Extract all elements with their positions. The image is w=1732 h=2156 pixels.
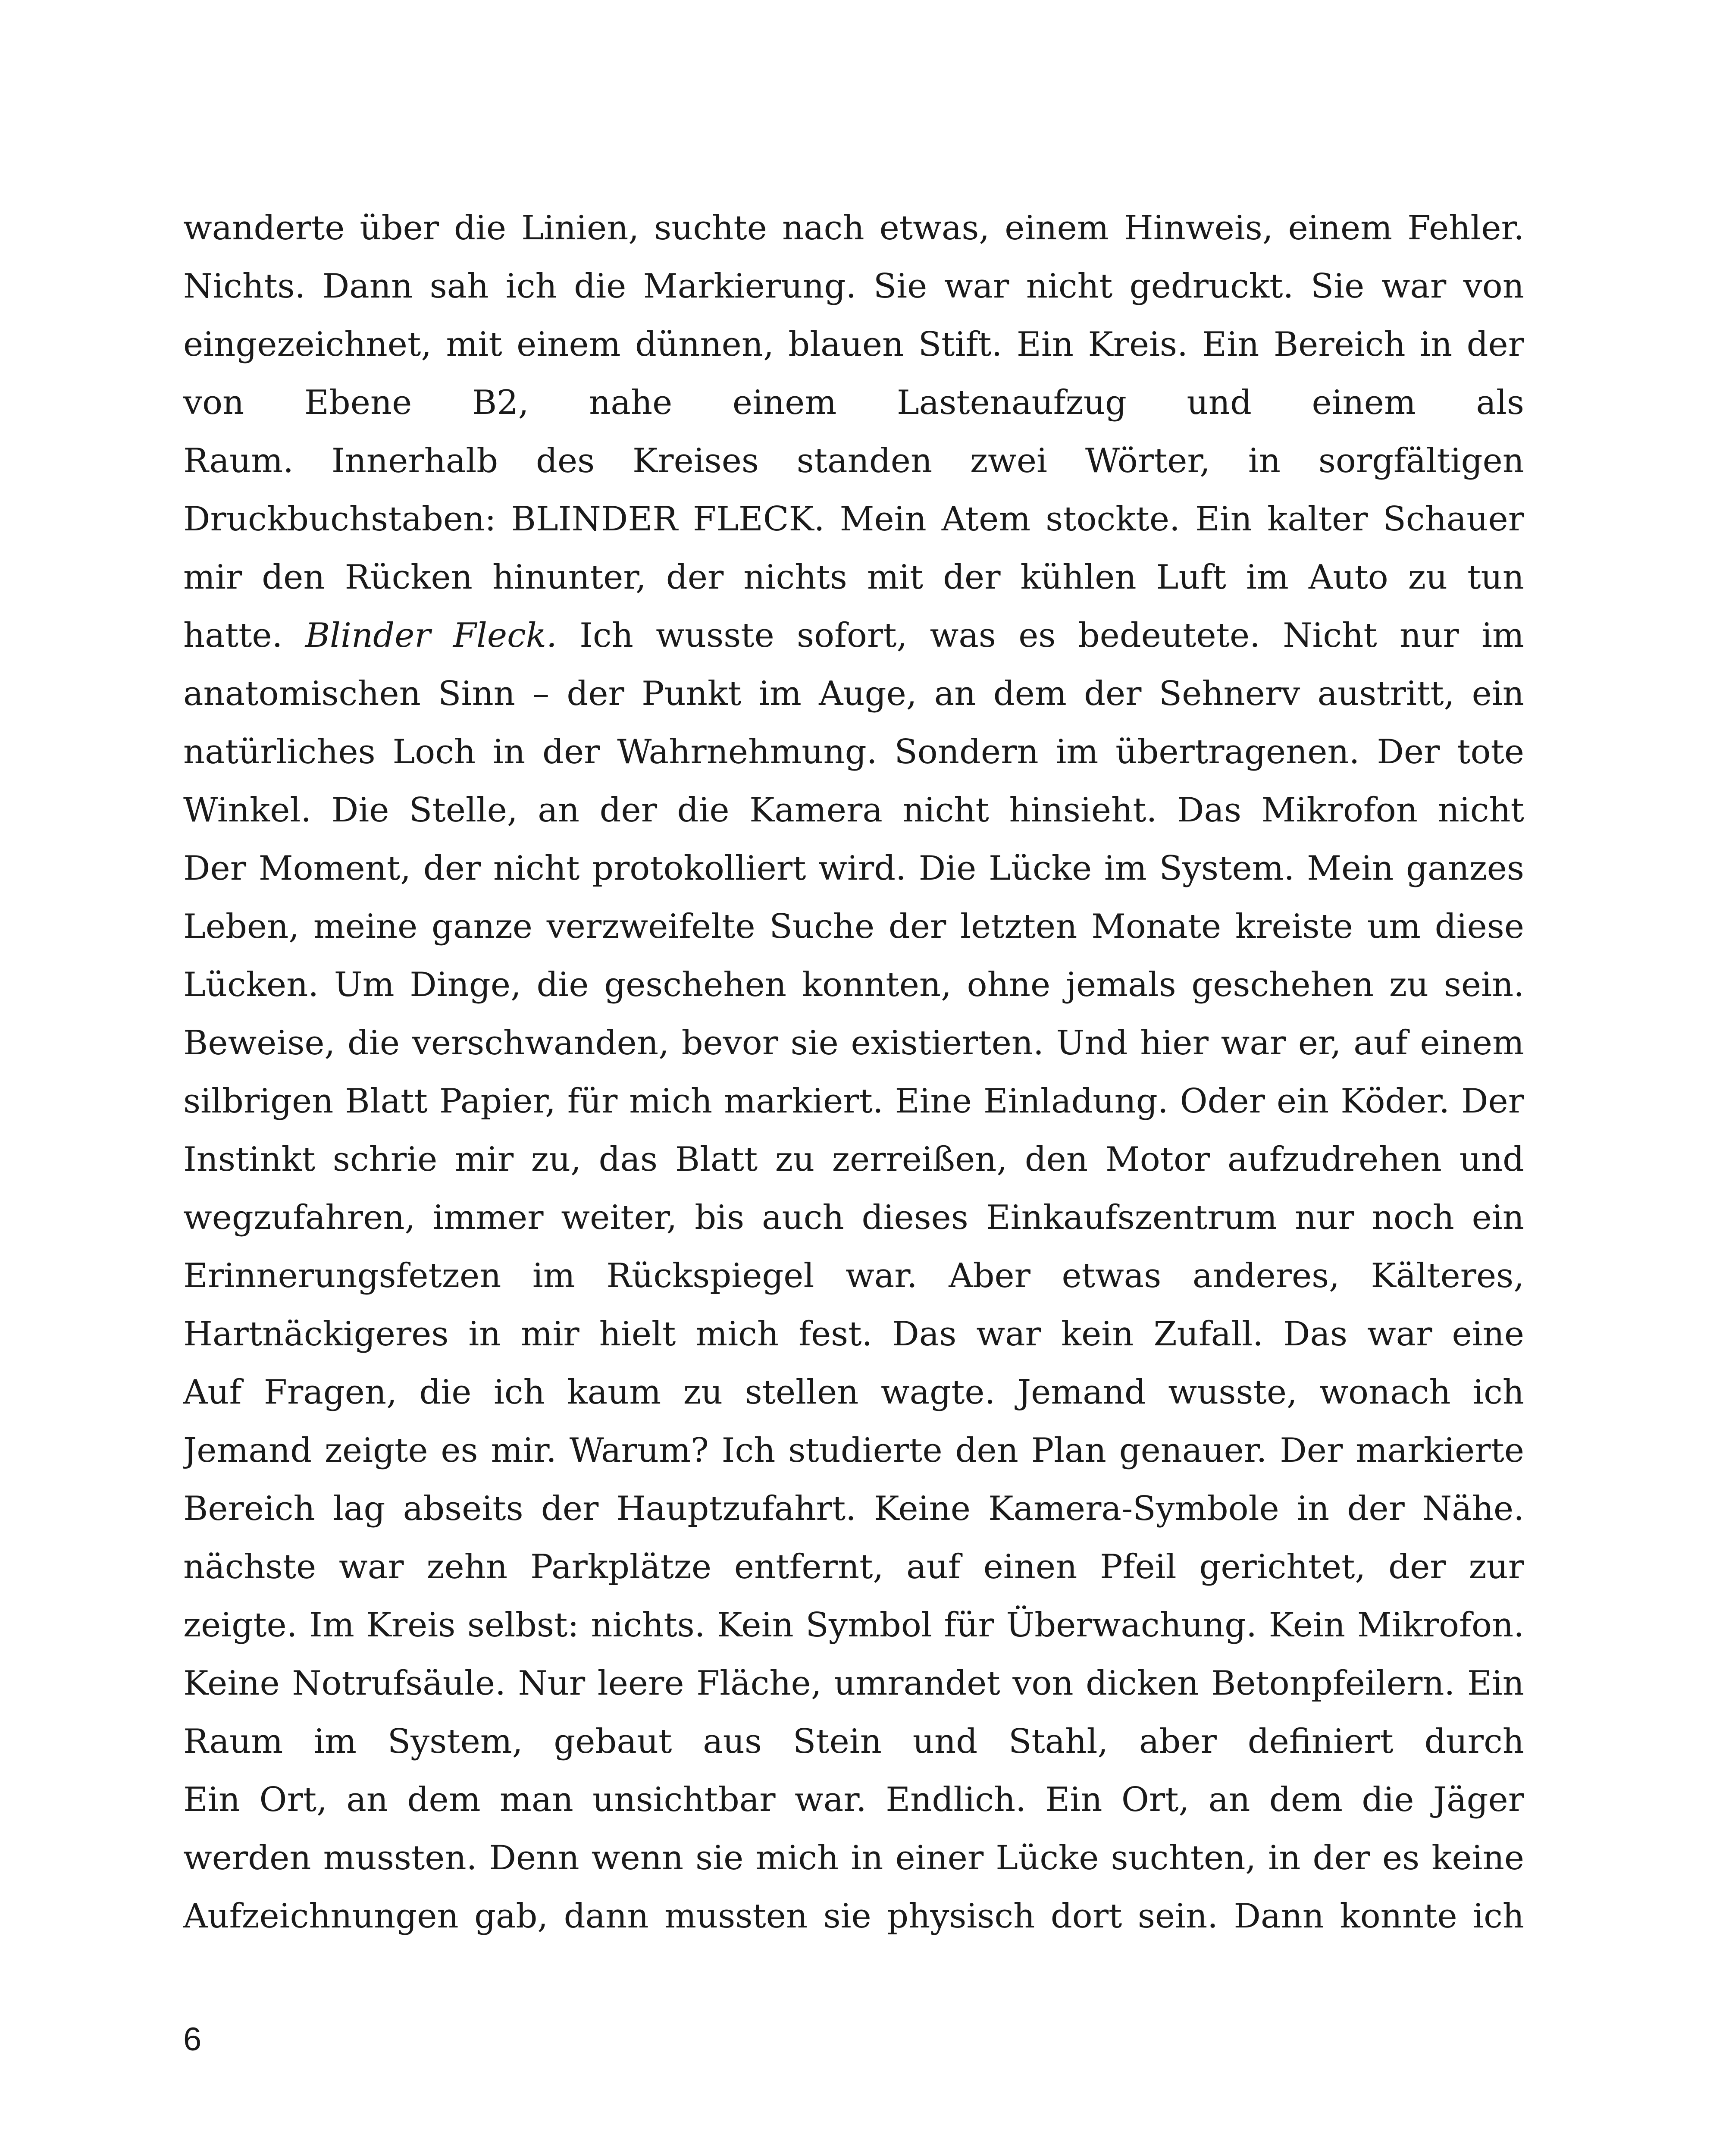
text-line: Nichts. Dann sah ich die Markierung. Sie war nicht gedruckt. Sie war von bbox=[183, 267, 1524, 306]
text-line: von Ebene B2, nahe einem Lastenaufzug und einem als bbox=[183, 383, 1524, 422]
text-line: Instinkt schrie mir zu, das Blatt zu zerreißen, den Motor aufzudrehen und bbox=[183, 1140, 1524, 1179]
text-line: Raum im System, gebaut aus Stein und Stahl, aber definiert durch bbox=[183, 1722, 1524, 1761]
text-line-with-italic bbox=[183, 607, 1524, 665]
text-line: Beweise, die verschwanden, bevor sie existierten. Und hier war er, auf einem bbox=[183, 1024, 1524, 1062]
body-text bbox=[183, 199, 1524, 1946]
text-line: Lücken. Um Dinge, die geschehen konnten, ohne jemals geschehen zu sein. bbox=[183, 965, 1524, 1004]
text-line: Keine Notrufsäule. Nur leere Fläche, umrandet von dicken Betonpfeilern. Ein bbox=[183, 1664, 1524, 1703]
text-line: werden mussten. Denn wenn sie mich in einer Lücke suchten, in der es keine bbox=[183, 1839, 1524, 1877]
page-number: 6 bbox=[183, 2021, 202, 2058]
text-line: nächste war zehn Parkplätze entfernt, auf einen Pfeil gerichtet, der zur bbox=[183, 1548, 1524, 1586]
text-line: Aufzeichnungen gab, dann mussten sie physisch dort sein. Dann konnte ich bbox=[183, 1897, 1524, 1936]
text-line: silbrigen Blatt Papier, für mich markiert. Eine Einladung. Oder ein Köder. Der bbox=[183, 1082, 1524, 1121]
text-line: Winkel. Die Stelle, an der die Kamera nicht hinsieht. Das Mikrofon nicht bbox=[183, 791, 1524, 830]
text-line: Auf Fragen, die ich kaum zu stellen wagte. Jemand wusste, wonach ich bbox=[183, 1373, 1524, 1412]
italic-phrase: Blinder Fleck. bbox=[305, 616, 557, 655]
text-line: Raum. Innerhalb des Kreises standen zwei Wörter, in sorgfältigen bbox=[183, 442, 1524, 480]
text-line: Druckbuchstaben: BLINDER FLECK. Mein Atem stockte. Ein kalter Schauer bbox=[183, 500, 1524, 539]
text-line: Hartnäckigeres in mir hielt mich fest. Das war kein Zufall. Das war eine bbox=[183, 1315, 1524, 1354]
text-line: Bereich lag abseits der Hauptzufahrt. Keine Kamera-Symbole in der Nähe. bbox=[183, 1489, 1524, 1528]
text-line: wegzufahren, immer weiter, bis auch dieses Einkaufszentrum nur noch ein bbox=[183, 1198, 1524, 1237]
text-line: anatomischen Sinn – der Punkt im Auge, an dem der Sehnerv austritt, ein bbox=[183, 674, 1524, 713]
text-line: natürliches Loch in der Wahrnehmung. Sondern im übertragenen. Der tote bbox=[183, 733, 1524, 771]
text-line: Leben, meine ganze verzweifelte Suche der letzten Monate kreiste um diese bbox=[183, 907, 1524, 946]
text-line: Erinnerungsfetzen im Rückspiegel war. Aber etwas anderes, Kälteres, bbox=[183, 1257, 1524, 1295]
text-line: mir den Rücken hinunter, der nichts mit der kühlen Luft im Auto zu tun bbox=[183, 558, 1524, 597]
text-segment: Ich wusste sofort, was es bedeutete. Nicht nur im bbox=[579, 616, 1524, 655]
text-line: Der Moment, der nicht protokolliert wird. Die Lücke im System. Mein ganzes bbox=[183, 849, 1524, 888]
text-line: Ein Ort, an dem man unsichtbar war. Endlich. Ein Ort, an dem die Jäger bbox=[183, 1780, 1524, 1819]
text-line: zeigte. Im Kreis selbst: nichts. Kein Symbol für Überwachung. Kein Mikrofon. bbox=[183, 1606, 1524, 1645]
text-line: eingezeichnet, mit einem dünnen, blauen Stift. Ein Kreis. Ein Bereich in der bbox=[183, 325, 1524, 364]
text-line: wanderte über die Linien, suchte nach etwas, einem Hinweis, einem Fehler. bbox=[183, 209, 1524, 248]
text-segment: hatte. bbox=[183, 616, 283, 655]
text-line: Jemand zeigte es mir. Warum? Ich studierte den Plan genauer. Der markierte bbox=[183, 1431, 1524, 1470]
